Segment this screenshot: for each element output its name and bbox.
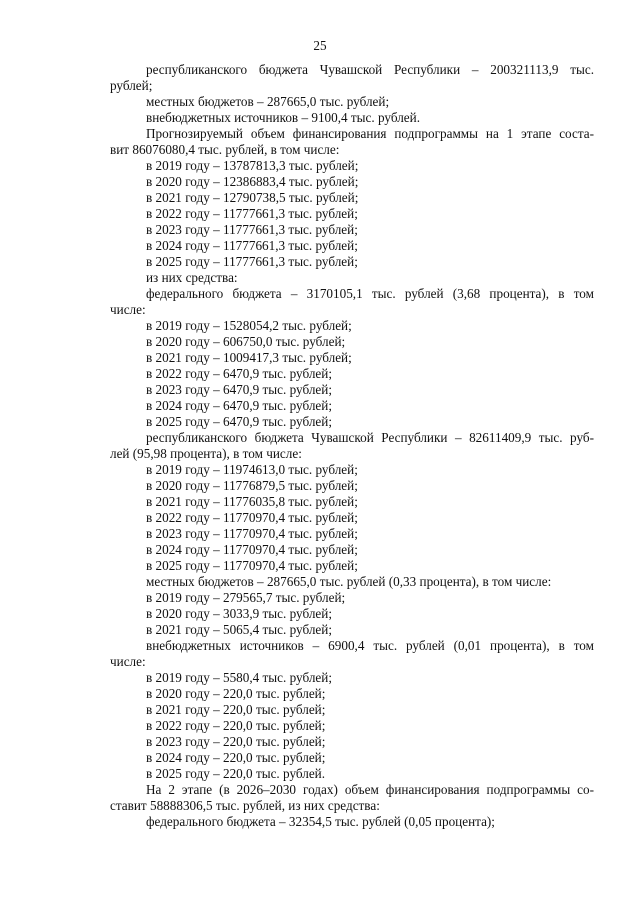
text-line: в 2023 году – 6470,9 тыс. рублей; [146,382,332,397]
text-line: в 2021 году – 220,0 тыс. рублей; [146,702,326,717]
paragraph [110,286,594,318]
paragraph [110,590,594,606]
text-line: в 2019 году – 5580,4 тыс. рублей; [146,670,332,685]
paragraph [110,94,594,110]
paragraph [110,718,594,734]
text-line: в 2025 году – 220,0 тыс. рублей. [146,766,326,781]
paragraph [110,750,594,766]
text-line: в 2022 году – 11777661,3 тыс. рублей; [146,206,358,221]
text-line: Прогнозируемый объем финансирования подпрограммы на 1 этапе соста- [146,126,594,141]
paragraph [110,238,594,254]
paragraph [110,174,594,190]
paragraph [110,366,594,382]
text-line: республиканского бюджета Чувашской Республики – 82611409,9 тыс. руб- [146,430,594,445]
paragraph [110,334,594,350]
text-line: в 2023 году – 11770970,4 тыс. рублей; [146,526,358,541]
text-line: лей (95,98 процента), в том числе: [110,446,302,461]
document-body [110,62,594,830]
paragraph [110,766,594,782]
paragraph [110,494,594,510]
text-line: в 2024 году – 220,0 тыс. рублей; [146,750,326,765]
text-line: республиканского бюджета Чувашской Республики – 200321113,9 тыс. [146,62,594,77]
paragraph [110,222,594,238]
text-line: На 2 этапе (в 2026–2030 годах) объем финансирования подпрограммы со- [146,782,594,797]
text-line: из них средства: [146,270,238,285]
text-line: в 2020 году – 606750,0 тыс. рублей; [146,334,346,349]
text-line: в 2019 году – 13787813,3 тыс. рублей; [146,158,359,173]
paragraph [110,462,594,478]
paragraph [110,734,594,750]
text-line: в 2022 году – 11770970,4 тыс. рублей; [146,510,358,525]
paragraph [110,158,594,174]
paragraph [110,206,594,222]
text-line: в 2020 году – 220,0 тыс. рублей; [146,686,326,701]
text-line: в 2024 году – 11770970,4 тыс. рублей; [146,542,358,557]
paragraph [110,478,594,494]
paragraph [110,526,594,542]
paragraph [110,686,594,702]
paragraph [110,814,594,830]
text-line: в 2023 году – 220,0 тыс. рублей; [146,734,326,749]
paragraph [110,558,594,574]
text-line: в 2021 году – 1009417,3 тыс. рублей; [146,350,352,365]
text-line: местных бюджетов – 287665,0 тыс. рублей; [146,94,390,109]
paragraph [110,622,594,638]
text-line: в 2025 году – 6470,9 тыс. рублей; [146,414,332,429]
paragraph [110,430,594,462]
text-line: в 2025 году – 11777661,3 тыс. рублей; [146,254,358,269]
paragraph [110,542,594,558]
paragraph [110,398,594,414]
paragraph [110,510,594,526]
text-line: в 2019 году – 279565,7 тыс. рублей; [146,590,346,605]
text-line: в 2024 году – 6470,9 тыс. рублей; [146,398,332,413]
paragraph [110,382,594,398]
paragraph [110,414,594,430]
text-line: вит 86076080,4 тыс. рублей, в том числе: [110,142,340,157]
text-line: федерального бюджета – 32354,5 тыс. рублей (0,05 процента); [146,814,495,829]
text-line: ставит 58888306,5 тыс. рублей, из них средства: [110,798,380,813]
paragraph [110,574,594,590]
paragraph [110,350,594,366]
paragraph [110,318,594,334]
paragraph [110,110,594,126]
text-line: в 2021 году – 12790738,5 тыс. рублей; [146,190,359,205]
paragraph [110,270,594,286]
text-line: в 2020 году – 12386883,4 тыс. рублей; [146,174,359,189]
text-line: в 2021 году – 5065,4 тыс. рублей; [146,622,332,637]
text-line: в 2022 году – 220,0 тыс. рублей; [146,718,326,733]
paragraph [110,606,594,622]
text-line: в 2021 году – 11776035,8 тыс. рублей; [146,494,358,509]
paragraph [110,62,594,94]
page-number: 25 [313,38,327,53]
text-line: в 2023 году – 11777661,3 тыс. рублей; [146,222,358,237]
paragraph [110,254,594,270]
paragraph [110,638,594,670]
text-line: федерального бюджета – 3170105,1 тыс. рублей (3,68 процента), в том [146,286,594,301]
paragraph [110,126,594,158]
paragraph [110,702,594,718]
text-line: в 2020 году – 11776879,5 тыс. рублей; [146,478,358,493]
text-line: внебюджетных источников – 6900,4 тыс. рублей (0,01 процента), в том [146,638,594,653]
text-line: рублей; [110,78,153,93]
text-line: в 2024 году – 11777661,3 тыс. рублей; [146,238,358,253]
paragraph [110,670,594,686]
text-line: в 2022 году – 6470,9 тыс. рублей; [146,366,332,381]
text-line: в 2019 году – 1528054,2 тыс. рублей; [146,318,352,333]
paragraph [110,782,594,814]
text-line: в 2020 году – 3033,9 тыс. рублей; [146,606,332,621]
text-line: местных бюджетов – 287665,0 тыс. рублей (0,33 процента), в том числе: [146,574,552,589]
text-line: в 2025 году – 11770970,4 тыс. рублей; [146,558,358,573]
text-line: числе: [110,302,146,317]
text-line: в 2019 году – 11974613,0 тыс. рублей; [146,462,358,477]
text-line: числе: [110,654,146,669]
paragraph [110,190,594,206]
text-line: внебюджетных источников – 9100,4 тыс. рублей. [146,110,420,125]
